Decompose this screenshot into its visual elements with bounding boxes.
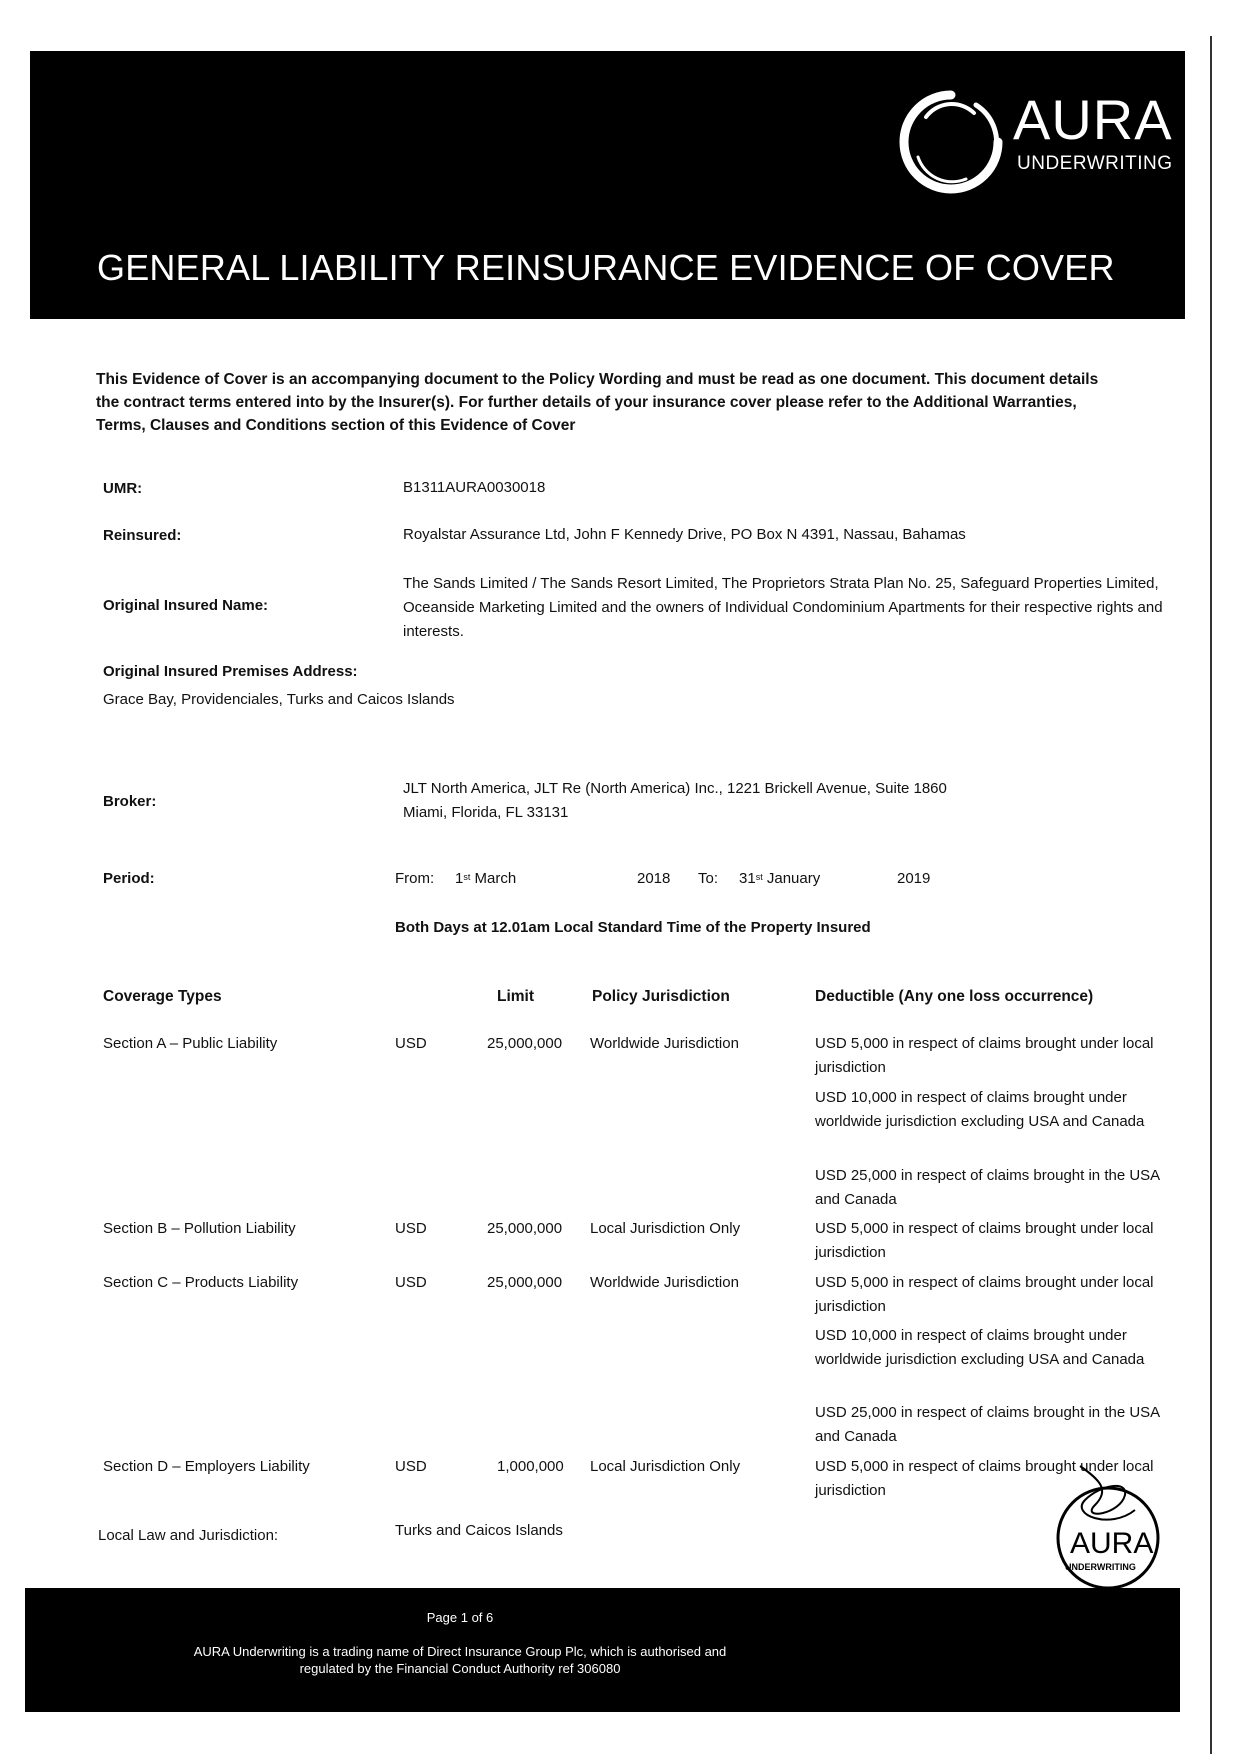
period-label: Period: (103, 870, 155, 887)
coverage-currency: USD (395, 1274, 427, 1291)
coverage-type: Section C – Products Liability (103, 1274, 299, 1291)
deductible-item: USD 5,000 in respect of claims brought under local jurisdiction (815, 1220, 1154, 1261)
premises-label: Original Insured Premises Address: (103, 663, 358, 680)
footer-banner (25, 1588, 1180, 1712)
coverage-limit: 25,000,000 (487, 1274, 563, 1291)
logo-wordmark: AURA (1013, 88, 1173, 151)
umr-label: UMR: (103, 480, 143, 497)
col-header-limit: Limit (497, 988, 535, 1005)
original-insured-label: Original Insured Name: (103, 597, 269, 614)
local-law-label: Local Law and Jurisdiction: (98, 1527, 279, 1544)
deductible-item: USD 25,000 in respect of claims brought in the USA and Canada (815, 1167, 1160, 1208)
coverage-currency: USD (395, 1458, 427, 1475)
deductible-item: USD 5,000 in respect of claims brought under local jurisdiction (815, 1274, 1154, 1315)
broker-label: Broker: (103, 793, 157, 810)
company-stamp (1040, 1460, 1170, 1590)
signature-stamp-icon (1040, 1460, 1170, 1590)
period-from-date: 1st March (455, 870, 517, 887)
legal-line-1: AURA Underwriting is a trading name of Direct Insurance Group Plc, which is authorised and (193, 1644, 727, 1659)
coverage-jurisdiction: Local Jurisdiction Only (590, 1220, 741, 1237)
coverage-limit: 1,000,000 (497, 1458, 564, 1475)
svg-text:AURA: AURA (1070, 1527, 1154, 1560)
umr-value: B1311AURA0030018 (403, 479, 546, 496)
legal-line-2: regulated by the Financial Conduct Authority ref 306080 (299, 1661, 621, 1676)
original-insured-value: The Sands Limited / The Sands Resort Limited, The Proprietors Strata Plan No. 25, Safeguard Properties Limited, Oceanside Marketing Limited and the owners of Individual Condominium Apartments for their respective rights and interests. (403, 575, 1163, 640)
deductible-item: USD 10,000 in respect of claims brought under worldwide jurisdiction excluding USA and Canada (815, 1089, 1145, 1130)
coverage-jurisdiction: Local Jurisdiction Only (590, 1458, 741, 1475)
logo-subtitle: UNDERWRITING (1017, 153, 1173, 174)
page-number: Page 1 of 6 (426, 1610, 494, 1625)
period-to-label: To: (698, 870, 719, 887)
coverage-limit: 25,000,000 (487, 1220, 563, 1237)
intro-paragraph: This Evidence of Cover is an accompanying document to the Policy Wording and must be read as one document. This document details the contract terms entered into by the Insurer(s). For further details of your insurance cover please refer to the Additional Warranties, Terms, Clauses and Conditions section of this Evidence of Cover (96, 371, 1099, 434)
reinsured-label: Reinsured: (103, 527, 182, 544)
col-header-type: Coverage Types (103, 988, 222, 1005)
deductible-item: USD 25,000 in respect of claims brought in the USA and Canada (815, 1404, 1160, 1445)
period-from-year: 2018 (637, 870, 671, 887)
document-title: GENERAL LIABILITY REINSURANCE EVIDENCE OF COVER (97, 247, 1115, 288)
coverage-currency: USD (395, 1220, 427, 1237)
deductible-item: USD 5,000 in respect of claims brought under local jurisdiction (815, 1458, 1154, 1499)
premises-value: Grace Bay, Providenciales, Turks and Caicos Islands (103, 691, 455, 708)
period-to-year: 2019 (897, 870, 931, 887)
col-header-jurisdiction: Policy Jurisdiction (592, 988, 730, 1005)
coverage-limit: 25,000,000 (487, 1035, 563, 1052)
broker-line-1: JLT North America, JLT Re (North America) Inc., 1221 Brickell Avenue, Suite 1860 (403, 780, 947, 797)
reinsured-value: Royalstar Assurance Ltd, John F Kennedy Drive, PO Box N 4391, Nassau, Bahamas (403, 526, 966, 543)
swirl-ring-icon (896, 87, 1006, 197)
coverage-currency: USD (395, 1035, 427, 1052)
broker-line-2: Miami, Florida, FL 33131 (403, 804, 569, 821)
coverage-jurisdiction: Worldwide Jurisdiction (590, 1274, 739, 1291)
coverage-type: Section D – Employers Liability (103, 1458, 310, 1475)
deductible-item: USD 10,000 in respect of claims brought under worldwide jurisdiction excluding USA and Canada (815, 1327, 1145, 1368)
footer-legal-text (25, 1643, 895, 1677)
period-note: Both Days at 12.01am Local Standard Time of the Property Insured (395, 919, 871, 936)
col-header-deductible: Deductible (Any one loss occurrence) (815, 988, 1094, 1005)
aura-logo (896, 87, 1176, 197)
coverage-type: Section B – Pollution Liability (103, 1220, 296, 1237)
local-law-value: Turks and Caicos Islands (395, 1522, 563, 1539)
header-banner (30, 51, 1185, 319)
coverage-type: Section A – Public Liability (103, 1035, 278, 1052)
page-edge-rule (1210, 36, 1212, 1754)
period-from-label: From: (395, 870, 435, 887)
svg-text:UNDERWRITING: UNDERWRITING (1065, 1562, 1136, 1572)
deductible-item: USD 5,000 in respect of claims brought under local jurisdiction (815, 1035, 1154, 1076)
coverage-jurisdiction: Worldwide Jurisdiction (590, 1035, 739, 1052)
period-to-date: 31st January (739, 870, 821, 887)
